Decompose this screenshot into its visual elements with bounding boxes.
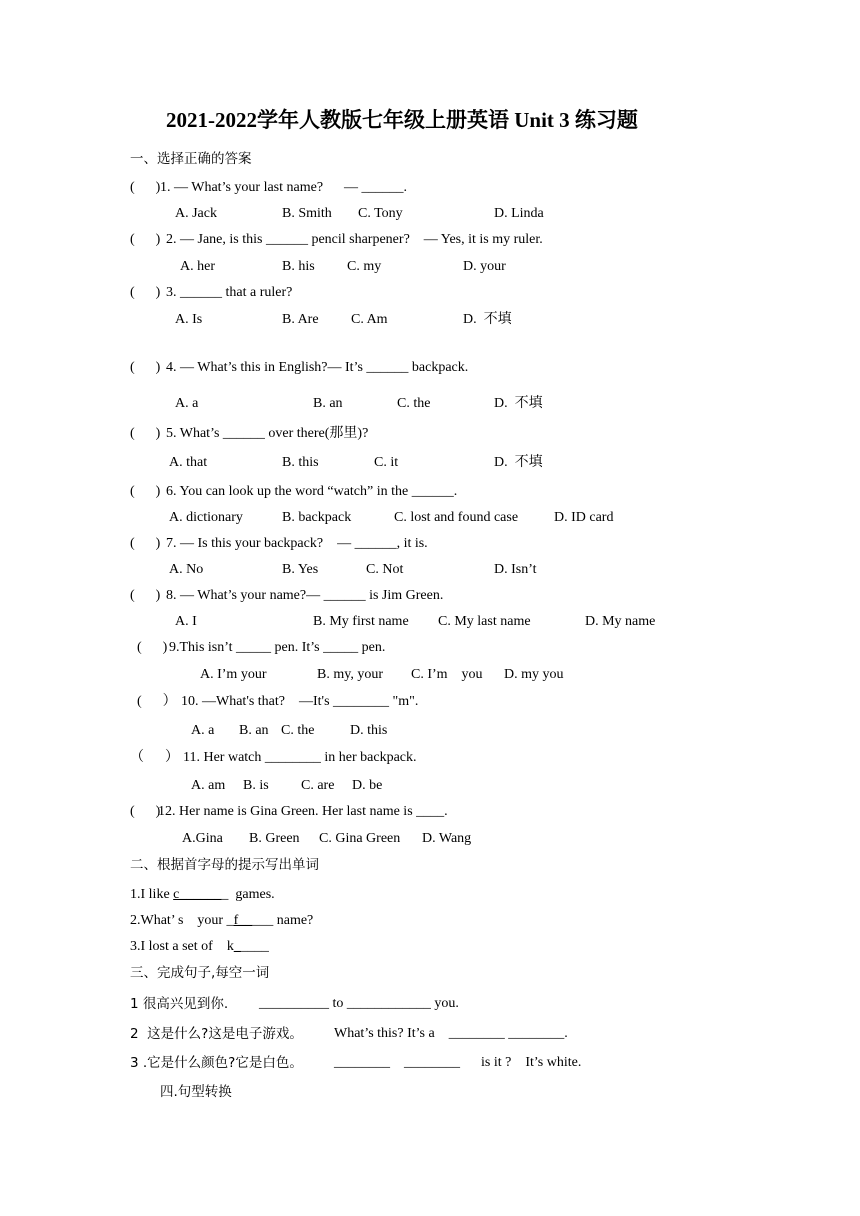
fill-suffix: ___ name? bbox=[252, 913, 314, 928]
question-stem: 3. ______ that a ruler? bbox=[166, 285, 293, 300]
fill-item bbox=[130, 913, 313, 929]
sentence-english: What’s this? It’s a ________ ________. bbox=[334, 1026, 568, 1041]
option-d: D. Linda bbox=[494, 206, 544, 221]
question-stem: 6. You can look up the word “watch” in the ______. bbox=[166, 484, 458, 499]
question-paren: ( ) bbox=[137, 640, 168, 655]
option-a: A. Is bbox=[175, 312, 203, 327]
sentence-english: __________ to ____________ you. bbox=[259, 996, 459, 1011]
option-c: C. My last name bbox=[438, 614, 531, 629]
option-b: B. is bbox=[243, 778, 269, 793]
option-b: B. Smith bbox=[282, 206, 332, 221]
option-b: B. backpack bbox=[282, 510, 352, 525]
question-paren: （ ） bbox=[130, 750, 179, 765]
section-heading-initial-letter: 二、根据首字母的提示写出单词 bbox=[130, 857, 319, 873]
option-c: C. the bbox=[397, 396, 431, 411]
option-d: D. this bbox=[350, 723, 388, 738]
sentence-chinese: 3 .它是什么颜色?它是白色。 bbox=[130, 1055, 303, 1071]
option-c: C. Gina Green bbox=[319, 831, 401, 846]
question-paren: ( ) bbox=[130, 536, 161, 551]
fill-prefix: 1.I like bbox=[130, 887, 174, 902]
option-b: B. my, your bbox=[317, 667, 383, 682]
fill-prefix: 2.What’ s your _ bbox=[130, 913, 234, 928]
option-d: D. 不填 bbox=[494, 455, 543, 470]
option-b: B. his bbox=[282, 259, 315, 274]
question-stem: 4. — What’s this in English?— It’s ______ backpack. bbox=[166, 360, 469, 375]
option-c: C. Not bbox=[366, 562, 404, 577]
sentence-english: ________ ________ is it ? It’s white. bbox=[334, 1055, 582, 1070]
question-stem: 10. —What's that? —It's ________ "m". bbox=[181, 694, 419, 709]
section-heading-complete-sentences: 三、完成句子,每空一词 bbox=[130, 965, 270, 981]
option-c: C. Am bbox=[351, 312, 388, 327]
option-a: A. I’m your bbox=[200, 667, 267, 682]
question-stem: 5. What’s ______ over there(那里)? bbox=[166, 426, 369, 441]
question-paren: ( ) bbox=[130, 588, 161, 603]
question-paren: ( ） bbox=[137, 694, 177, 709]
question-paren: ( ) bbox=[130, 484, 161, 499]
option-a: A. I bbox=[175, 614, 197, 629]
option-b: B. an bbox=[313, 396, 343, 411]
fill-suffix: _ games. bbox=[221, 887, 275, 902]
option-d: D. be bbox=[352, 778, 383, 793]
question-paren: ( ) bbox=[130, 360, 161, 375]
question-stem: 11. Her watch ________ in her backpack. bbox=[183, 750, 417, 765]
option-b: B. this bbox=[282, 455, 319, 470]
option-b: B. Yes bbox=[282, 562, 319, 577]
question-paren: ( ) bbox=[130, 180, 161, 195]
fill-prefix: 3.I lost a set of k bbox=[130, 939, 234, 954]
option-a: A. a bbox=[191, 723, 215, 738]
option-d: D. your bbox=[463, 259, 506, 274]
option-a: A. No bbox=[169, 562, 204, 577]
question-stem: 9.This isn’t _____ pen. It’s _____ pen. bbox=[169, 640, 386, 655]
question-stem: 8. — What’s your name?— ______ is Jim Green. bbox=[166, 588, 444, 603]
question-paren: ( ) bbox=[130, 285, 161, 300]
section-heading-choice: 一、选择正确的答案 bbox=[130, 151, 252, 167]
option-d: D. My name bbox=[585, 614, 656, 629]
option-a: A. her bbox=[180, 259, 215, 274]
option-b: B. an bbox=[239, 723, 269, 738]
option-d: D. my you bbox=[504, 667, 564, 682]
option-a: A. Jack bbox=[175, 206, 217, 221]
page-title: 2021-2022学年人教版七年级上册英语 Unit 3 练习题 bbox=[166, 108, 638, 132]
fill-blank: _ bbox=[233, 939, 241, 954]
option-c: C. my bbox=[347, 259, 382, 274]
question-stem: 7. — Is this your backpack? — ______, it is. bbox=[166, 536, 428, 551]
fill-item bbox=[130, 939, 269, 955]
option-b: B. Green bbox=[249, 831, 300, 846]
option-b: B. Are bbox=[282, 312, 319, 327]
option-c: C. lost and found case bbox=[394, 510, 519, 525]
option-b: B. My first name bbox=[313, 614, 409, 629]
option-a: A. that bbox=[169, 455, 208, 470]
question-stem: 12. Her name is Gina Green. Her last name is ____. bbox=[158, 804, 448, 819]
option-d: D. Wang bbox=[422, 831, 472, 846]
fill-blank: f__ bbox=[233, 913, 253, 928]
question-paren: ( ) bbox=[130, 232, 161, 247]
fill-suffix: ____ bbox=[240, 939, 269, 954]
option-a: A. dictionary bbox=[169, 510, 243, 525]
option-c: C. the bbox=[281, 723, 315, 738]
question-paren: ( ) bbox=[130, 804, 161, 819]
option-c: C. I’m you bbox=[411, 667, 483, 682]
option-d: D. 不填 bbox=[494, 396, 543, 411]
option-d: D. Isn’t bbox=[494, 562, 537, 577]
section-heading-sentence-transform: 四.句型转换 bbox=[160, 1084, 232, 1100]
option-d: D. 不填 bbox=[463, 312, 512, 327]
option-c: C. it bbox=[374, 455, 399, 470]
option-c: C. are bbox=[301, 778, 335, 793]
sentence-chinese: 2 这是什么?这是电子游戏。 bbox=[130, 1026, 303, 1042]
option-c: C. Tony bbox=[358, 206, 403, 221]
option-d: D. ID card bbox=[554, 510, 614, 525]
question-stem: 1. — What’s your last name? — ______. bbox=[160, 180, 408, 195]
option-a: A. am bbox=[191, 778, 226, 793]
question-paren: ( ) bbox=[130, 426, 161, 441]
fill-blank: c______ bbox=[173, 887, 222, 902]
question-stem: 2. — Jane, is this ______ pencil sharpener? — Yes, it is my ruler. bbox=[166, 232, 543, 247]
option-a: A.Gina bbox=[182, 831, 223, 846]
fill-item bbox=[130, 887, 275, 903]
option-a: A. a bbox=[175, 396, 199, 411]
sentence-chinese: 1 很高兴见到你. bbox=[130, 996, 229, 1012]
